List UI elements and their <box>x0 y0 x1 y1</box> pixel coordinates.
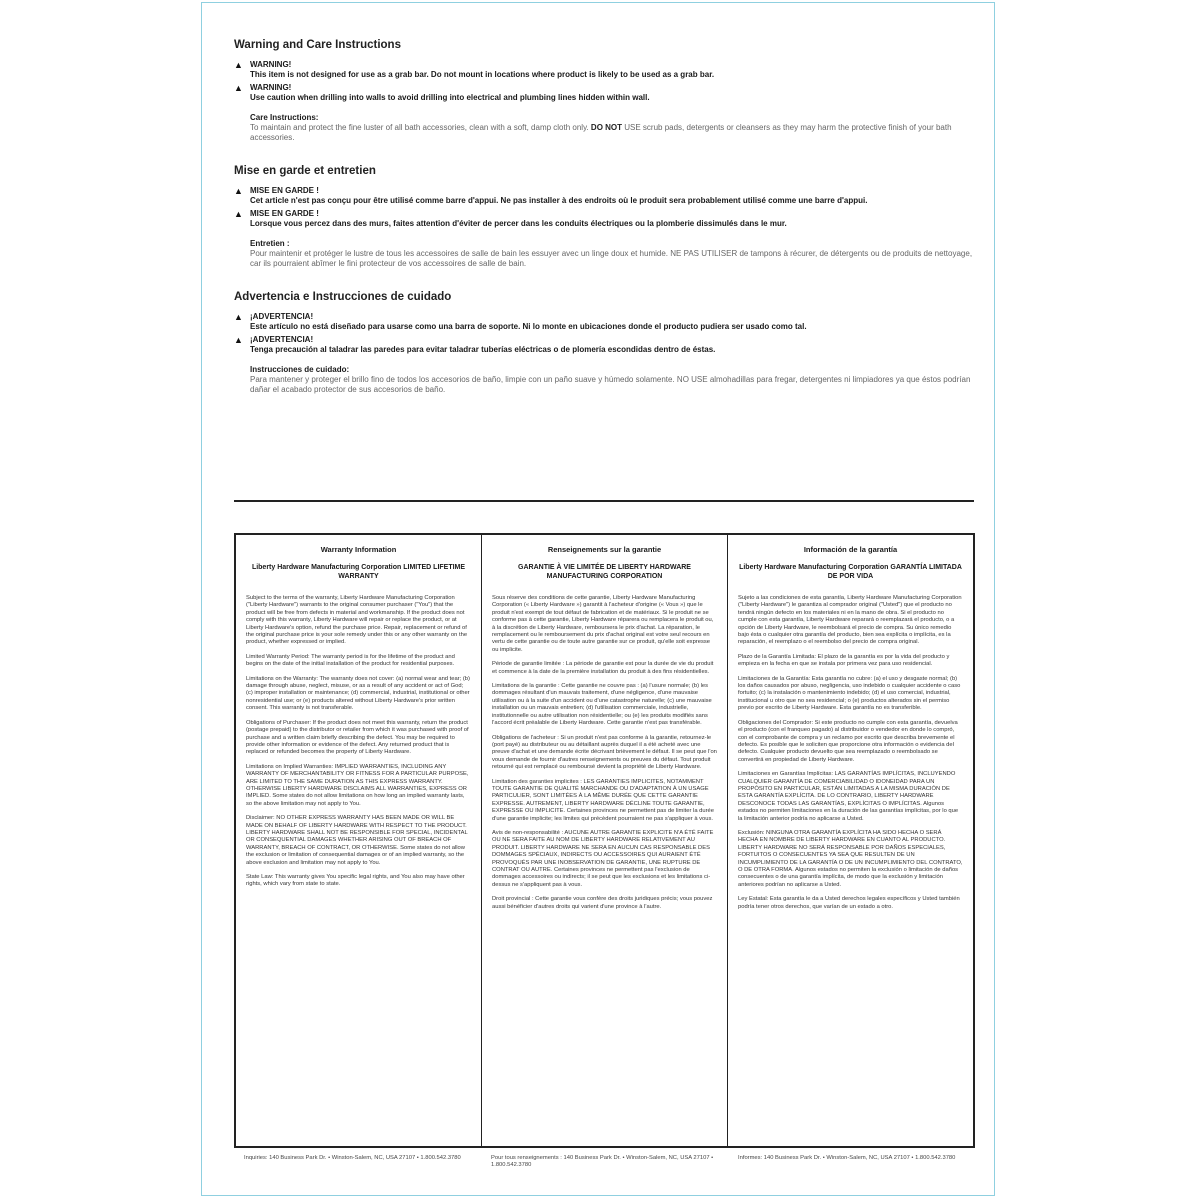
warranty-subtitle: Liberty Hardware Manufacturing Corporation LIMITED LIFETIME WARRANTY <box>251 564 466 580</box>
care-block <box>250 239 974 269</box>
warning-text: Tenga precaución al taladrar las paredes para evitar taladrar tuberías eléctricas o de plomería escondidas dentro de éstas. <box>250 345 716 354</box>
warning-heading: ¡ADVERTENCIA! <box>250 335 314 344</box>
warranty-paragraph: Sous réserve des conditions de cette garantie, Liberty Hardware Manufacturing Corporation (« Liberty Hardware ») garantit à l'acheteur d'origine (« Vous ») que le produit n'est exempt de tout défaut de fabrication et de matériaux. Si le produit ne se conforme pas à cette garantie, Liberty Hardware réparera ou remplacera le produit ou, à la discrétion de Liberty Hardware, remboursera le prix d'achat. La réparation, le remplacement ou le remboursement du prix d'achat original est votre seul recours en vertu de cette garantie ou de toute autre garantie sur ce produit, qu'elle soit expresse ou implicite. <box>492 595 714 653</box>
warning-text: Cet article n'est pas conçu pour être utilisé comme barre d'appui. Ne pas installer à des endroits où le produit sera probablement utilisé comme une barre d'appui. <box>250 196 868 205</box>
warning-heading: WARNING! <box>250 60 292 69</box>
warning-text: This item is not designed for use as a grab bar. Do not mount in locations where product is likely to be used as a grab bar. <box>250 70 715 79</box>
section-title: Advertencia e Instrucciones de cuidado <box>234 291 452 303</box>
warranty-paragraph: Limitation des garanties implicites : LES GARANTIES IMPLICITES, NOTAMMENT TOUTE GARANTIE DE QUALITÉ MARCHANDE OU D'ADAPTATION À UN USAGE PARTICULIER, SONT LIMITÉES À LA MÊME DURÉE QUE CETTE GARANTIE EXPRESSE. AUTREMENT, LIBERTY HARDWARE DÉCLINE TOUTE GARANTIE, EXPRESSE OU IMPLICITE. Certaines provinces ne permettent pas de limiter la durée d'une garantie implicite; les limites qui précèdent pourraient ne pas s'appliquer à vous. <box>492 778 714 822</box>
care-text: Para mantener y proteger el brillo fino de todos los accesorios de baño, limpie con un paño suave y húmedo solamente. NO USE almohadillas para fregar, detergentes ni limpiadores ya que éstos podrían dañar el acabado protector de sus accesorios de baño. <box>250 375 971 394</box>
care-instructions <box>234 39 974 405</box>
warranty-paragraph: Obligaciones del Comprador: Si este producto no cumple con esta garantía, devuelva el producto (con el franqueo pagado) al distribuidor o vendedor en donde lo compró, con el comprobante de compra y un reclamo por escrito que describa brevemente el defecto. Es posible que le soliciten que proporcione otra información o evidencia del defecto. Cualquier producto devuelto que sea reemplazado o reembolsado se convertirá en propiedad de Liberty Hardware. <box>738 719 958 763</box>
warning-item <box>234 186 974 206</box>
warranty-paragraph: Droit provincial : Cette garantie vous confère des droits juridiques précis; vous pouvez aussi bénéficier d'autres droits qui varient d'une province à l'autre. <box>492 896 713 910</box>
section-spanish <box>234 291 974 395</box>
warranty-paragraph: State Law: This warranty gives You specific legal rights, and You also may have other rights, which vary from state to state. <box>246 874 465 888</box>
warning-heading: MISE EN GARDE ! <box>250 186 319 195</box>
warranty-subtitle: GARANTIE À VIE LIMITÉE DE LIBERTY HARDWARE MANUFACTURING CORPORATION <box>518 564 691 580</box>
warranty-column-english <box>236 535 481 1146</box>
section-title: Mise en garde et entretien <box>234 165 376 177</box>
document-page <box>201 2 995 1196</box>
warranty-title: Renseignements sur la garantie <box>547 545 662 554</box>
care-heading: Care Instructions: <box>250 113 319 122</box>
warning-triangle-icon: ▲ <box>234 186 243 196</box>
warranty-column-spanish <box>727 535 973 1146</box>
warranty-paragraph: Limitations on Implied Warranties: IMPLIED WARRANTIES, INCLUDING ANY WARRANTY OF MERCHANTABILITY OR FITNESS FOR A PARTICULAR PURPOSE, ARE LIMITED TO THE SAME DURATION AS THIS EXPRESS WARRANTY. OTHERWISE LIBERTY HARDWARE DISCLAIMS ALL WARRANTIES, EXPRESS OR IMPLIED. Some states do not allow limitations on how long an implied warranty lasts, so the above limitation may not apply to You. <box>246 763 469 807</box>
warning-triangle-icon: ▲ <box>234 312 243 322</box>
warning-item <box>234 60 974 80</box>
warranty-paragraph: Obligations de l'acheteur : Si un produit n'est pas conforme à la garantie, retournez-le (port payé) au distributeur ou au détaillant auprès duquel il a été acheté avec une preuve d'achat et une demande écrite décrivant brièvement le défaut. Il se peut que l'on vous demande de fournir d'autres renseignements ou preuves du défaut. Tout produit retourné qui est remplacé ou remboursé devient la propriété de Liberty Hardware. <box>492 734 717 771</box>
care-text-part: To maintain and protect the fine luster of all bath accessories, clean with a soft, damp cloth only. <box>250 123 591 132</box>
warning-item <box>234 83 974 103</box>
footer-inquiries-spanish: Informes: 140 Business Park Dr. • Winston-Salem, NC, USA 27107 • 1.800.542.3780 <box>738 1155 956 1161</box>
warning-item <box>234 312 974 332</box>
care-block <box>250 113 974 143</box>
warranty-paragraph: Disclaimer: NO OTHER EXPRESS WARRANTY HAS BEEN MADE OR WILL BE MADE ON BEHALF OF LIBERTY HARDWARE WITH RESPECT TO THE PRODUCT. LIBERTY HARDWARE SHALL NOT BE RESPONSIBLE FOR SPECIAL, INCIDENTAL OR CONSEQUENTIAL DAMAGES WHETHER ARISING OUT OF BREACH OF WARRANTY, BREACH OF CONTRACT, OR OTHERWISE. Some states do not allow the exclusion or limitation of consequential damages or of an implied warranty, so the above exclusion and limitation may not apply to You. <box>246 815 468 866</box>
warning-text: Use caution when drilling into walls to avoid drilling into electrical and plumbing lines hidden within wall. <box>250 93 650 102</box>
warning-triangle-icon: ▲ <box>234 83 243 93</box>
warranty-paragraph: Ley Estatal: Esta garantía le da a Usted derechos legales específicos y Usted también podría tener otros derechos, que varían de un estado a otro. <box>738 896 960 910</box>
section-english <box>234 39 974 143</box>
warning-triangle-icon: ▲ <box>234 209 243 219</box>
section-title: Warning and Care Instructions <box>234 39 401 51</box>
care-emphasis: DO NOT <box>590 123 623 132</box>
divider-rule <box>234 500 974 502</box>
warranty-paragraph: Avis de non-responsabilité : AUCUNE AUTRE GARANTIE EXPLICITE N'A ÉTÉ FAITE OU NE SERA FAITE AU NOM DE LIBERTY HARDWARE RELATIVEMENT AU PRODUIT. LIBERTY HARDWARE NE SERA EN AUCUN CAS RESPONSABLE DES DOMMAGES SPÉCIAUX, INDIRECTS OU ACCESSOIRES QUI AURAIENT ÉTÉ PROVOQUÉS PAR UNE INOBSERVATION DE GARANTIE, UNE RUPTURE DE CONTRAT OU AUTRE. Certaines provinces ne permettent pas l'exclusion de dommages accessoires ou indirects; il se peut que les exclusions et les limitations ci-dessus ne s'appliquent pas à vous. <box>492 829 714 888</box>
care-text-part: USE scrub pads, detergents or cleansers as they may harm the protective finish of your bath accessories. <box>250 123 952 142</box>
warranty-paragraph: Limitaciones de la Garantía: Esta garantía no cubre: (a) el uso y desgaste normal; (b) los daños causados por abuso, negligencia, uso indebido o cualquier accidente o caso fortuito; (c) la instalación o mantenimiento indebido; (d) el uso comercial, industrial, institucional u otro que no sea residencial; o (e) productos alterados sin el permiso previo por escrito de Liberty Hardware. Esta garantía no es transferible. <box>738 675 961 712</box>
warning-heading: WARNING! <box>250 83 292 92</box>
warranty-paragraph: Limitations on the Warranty: The warranty does not cover: (a) normal wear and tear; (b) damage through abuse, neglect, misuse, or as a result of any accident or act of God; (c) improper installation or maintenance; (d) commercial, industrial, institutional or other nonresidential use; or (e) products altered without Liberty Hardware's prior written consent. This warranty is not transferable. <box>246 675 470 712</box>
warning-heading: ¡ADVERTENCIA! <box>250 312 314 321</box>
warranty-subtitle: Liberty Hardware Manufacturing Corporation GARANTÍA LIMITADA DE POR VIDA <box>739 564 962 580</box>
warranty-box <box>234 533 975 1148</box>
warranty-paragraph: Obligations of Purchaser: If the product does not meet this warranty, return the product (postage prepaid) to the distributor or retailer from which it was purchased with proof of purchase and a written claim briefly describing the defect. You may be required to provide other information or evidence of the defect. Any returned product that is replaced or refunded becomes the property of Liberty Hardware. <box>246 719 469 756</box>
section-french <box>234 165 974 269</box>
warranty-title: Información de la garantía <box>803 545 898 554</box>
footer-inquiries-english: Inquiries: 140 Business Park Dr. • Winston-Salem, NC, USA 27107 • 1.800.542.3780 <box>244 1155 461 1161</box>
warranty-paragraph: Subject to the terms of the warranty, Liberty Hardware Manufacturing Corporation ("Liberty Hardware") warrants to the original consumer purchaser ("You") that the product will be free from defects in material and workmanship. If the product does not comply with this warranty, Liberty Hardware will repair or replace the product, or at Liberty Hardware's option, refund the purchase price. Repair, replacement or refund of the original purchase price is your sole remedy under this or any other warranty on the product, whether expressed or implied. <box>246 595 468 646</box>
warning-item <box>234 335 974 355</box>
warranty-paragraph: Plazo de la Garantía Limitada: El plazo de la garantía es por la vida del producto y empieza en la fecha en que se instala por primera vez para uso residencial. <box>738 653 950 668</box>
warranty-paragraph: Période de garantie limitée : La période de garantie est pour la durée de vie du produit et commence à la date de la première installation du produit à des fins résidentielles. <box>492 661 714 675</box>
warning-heading: MISE EN GARDE ! <box>250 209 319 218</box>
warning-triangle-icon: ▲ <box>234 60 243 70</box>
warning-text: Este artículo no está diseñado para usarse como una barra de soporte. Ni lo monte en ubicaciones donde el producto pudiera ser usado como tal. <box>250 322 807 331</box>
warning-text: Lorsque vous percez dans des murs, faites attention d'éviter de percer dans les conduits électriques ou la plomberie dissimulés dans le mur. <box>250 219 787 228</box>
warranty-paragraph: Limitations de la garantie : Cette garantie ne couvre pas : (a) l'usure normale; (b) les dommages résultant d'un mauvais traitement, d'une négligence, d'une mauvaise utilisation ou à la suite d'un accident ou d'une catastrophe naturelle; (c) une mauvaise installation ou un mauvais entretien; (d) l'utilisation commerciale, industrielle, institutionnelle ou autre utilisation non résidentielle; ou (e) les produits modifiés sans l'accord écrit préalable de Liberty Hardware. Cette garantie n'est pas transférable. <box>492 683 712 727</box>
care-text: Pour maintenir et protéger le lustre de tous les accessoires de salle de bain les essuyer avec un linge doux et humide. NE PAS UTILISER de tampons à récurer, de détergents ou de produits de nettoyage, car ils pourraient abîmer le fini protecteur de vos accessoires de salle de bain. <box>250 249 973 268</box>
care-heading: Entretien : <box>250 239 290 248</box>
warranty-footer <box>234 1155 975 1170</box>
care-heading: Instrucciones de cuidado: <box>250 365 350 374</box>
warranty-title: Warranty Information <box>320 545 397 554</box>
warranty-column-french <box>481 535 727 1146</box>
warning-item <box>234 209 974 229</box>
warning-triangle-icon: ▲ <box>234 335 243 345</box>
warranty-paragraph: Sujeto a las condiciones de esta garantía, Liberty Hardware Manufacturing Corporation ("Liberty Hardware") le garantiza al comprador original ("Usted") que el producto no tendrá ningún defecto en los materiales ni en la mano de obra. Si el producto no cumple con esta garantía, Liberty Hardware reparará o reemplazará el producto, o a opción de Liberty Hardware, le reembolsará el precio de compra. Su único remedio bajo ésta o cualquier otra garantía del producto, bien sea explícita o implícita, es la reparación, el reemplazo o el reembolso del precio de compra original. <box>738 595 962 646</box>
warranty-paragraph: Exclusión: NINGUNA OTRA GARANTÍA EXPLÍCITA HA SIDO HECHA O SERÁ HECHA EN NOMBRE DE LIBERTY HARDWARE EN CUANTO AL PRODUCTO. LIBERTY HARDWARE NO SERÁ RESPONSABLE POR DAÑOS ESPECIALES, FORTUITOS O CONSECUENTES YA SEA QUE RESULTEN DE UN INCUMPLIMIENTO DE LA GARANTÍA O DE UN INCUMPLIMIENTO DEL CONTRATO, O DE OTRA FORMA. Algunos estados no permiten la exclusión o limitación de daños consecuentes o de una garantía implícita, de modo que la exclusión y limitación anteriores podrían no aplicarse a Usted. <box>738 829 963 888</box>
warranty-paragraph: Limited Warranty Period: The warranty period is for the lifetime of the product and begins on the date of the initial installation of the product for residential purposes. <box>246 653 455 668</box>
warranty-paragraph: Limitaciones en Garantías Implícitas: LAS GARANTÍAS IMPLÍCITAS, INCLUYENDO CUALQUIER GARANTÍA DE COMERCIABILIDAD O IDONEIDAD PARA UN PROPÓSITO EN PARTICULAR, ESTÁN LIMITADAS A LA MISMA DURACIÓN DE ESTA GARANTÍA EXPLÍCITA. DE LO CONTRARIO, LIBERTY HARDWARE DESCONOCE TODAS LAS GARANTÍAS, EXPLÍCITAS O IMPLÍCITAS. Algunos estados no permiten limitaciones en la duración de las garantías implícitas, por lo que la limitación anterior podría no aplicarse a Usted. <box>738 771 959 822</box>
care-block <box>250 365 974 395</box>
footer-inquiries-french: Pour tous renseignements : 140 Business Park Dr. • Winston-Salem, NC, USA 27107 • 1.800.542.3780 <box>491 1155 714 1169</box>
care-text <box>250 123 974 143</box>
